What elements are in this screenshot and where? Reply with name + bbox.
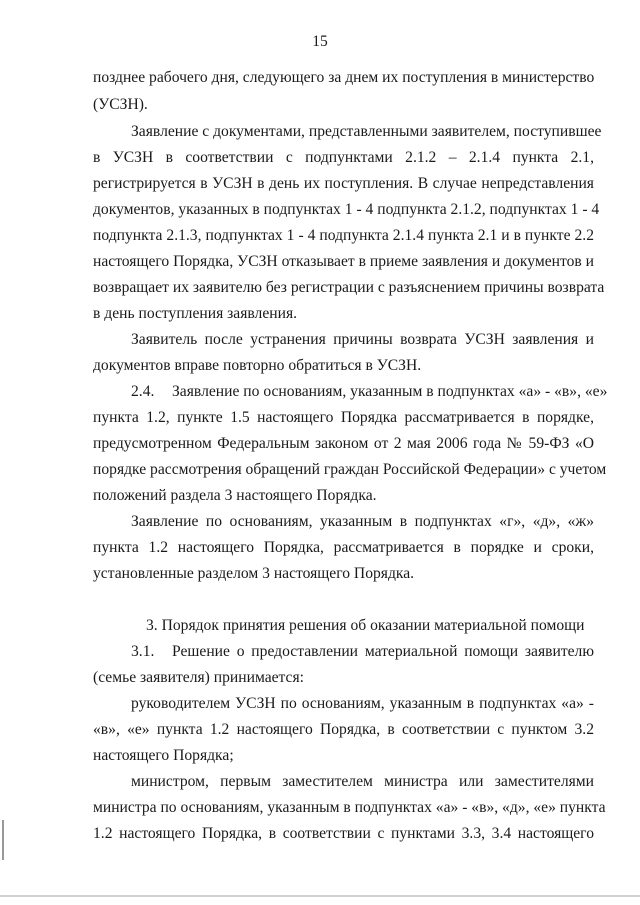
text-line: предусмотренном Федеральным законом от 2 мая 2006 года № 59-ФЗ «О	[93, 435, 594, 452]
text-line: в день поступления заявления.	[93, 305, 298, 322]
paragraph-first-line: Заявление с документами, представленными заявителем, поступившее	[131, 123, 602, 140]
text-line: настоящего Порядка, УСЗН отказывает в приеме заявления и документов и	[93, 253, 594, 270]
clause-number: 3.1.	[131, 643, 155, 660]
text-line: возвращает их заявителю без регистрации с разъяснением причины возврата	[93, 279, 605, 296]
paragraph-first-line: Заявитель после устранения причины возврата УСЗН заявления и	[131, 331, 594, 348]
paragraph-first-line: Заявление по основаниям, указанным в подпунктах «г», «д», «ж»	[131, 513, 594, 530]
text-line: положений раздела 3 настоящего Порядка.	[93, 487, 377, 504]
text-line: подпункта 2.1.3, подпунктах 1 - 4 подпункта 2.1.4 пункта 2.1 и в пункте 2.2	[93, 227, 594, 244]
text-line: порядке рассмотрения обращений граждан Российской Федерации» с учетом	[93, 461, 607, 478]
paragraph-first-line: Решение о предоставлении материальной помощи заявителю	[172, 643, 594, 660]
clause-number: 2.4.	[131, 383, 155, 400]
text-line: (УСЗН).	[93, 96, 148, 113]
text-line: позднее рабочего дня, следующего за днем их поступления в министерство	[93, 69, 595, 86]
page-number: 15	[312, 33, 328, 50]
scan-edge-mark	[2, 820, 4, 860]
text-line: (семье заявителя) принимается:	[93, 669, 304, 686]
text-line: пункта 1.2, пункте 1.5 настоящего Порядка рассматривается в порядке,	[93, 409, 594, 426]
text-line: документов вправе повторно обратиться в УСЗН.	[93, 357, 422, 374]
text-line: 1.2 настоящего Порядка, в соответствии с пунктами 3.3, 3.4 настоящего	[93, 825, 594, 842]
paragraph-first-line: министром, первым заместителем министра или заместителями	[131, 773, 594, 790]
paragraph-first-line: руководителем УСЗН по основаниям, указанным в подпунктах «а» -	[131, 695, 594, 712]
text-line: «в», «е» пункта 1.2 настоящего Порядка, в соответствии с пунктом 3.2	[93, 721, 594, 738]
section-heading: 3. Порядок принятия решения об оказании материальной помощи	[146, 617, 585, 634]
paragraph-first-line: Заявление по основаниям, указанным в подпунктах «а» - «в», «е»	[172, 383, 608, 400]
text-line: настоящего Порядка;	[93, 747, 234, 764]
scan-bottom-edge	[0, 895, 640, 897]
text-line: документов, указанных в подпунктах 1 - 4 подпункта 2.1.2, подпунктах 1 - 4	[93, 201, 600, 218]
text-line: установленные разделом 3 настоящего Порядка.	[93, 565, 415, 582]
text-line: пункта 1.2 настоящего Порядка, рассматривается в порядке и сроки,	[93, 539, 594, 556]
text-line: в УСЗН в соответствии с подпунктами 2.1.2 – 2.1.4 пункта 2.1,	[93, 149, 594, 166]
text-line: регистрируется в УСЗН в день их поступления. В случае непредставления	[93, 175, 594, 192]
text-line: министра по основаниям, указанным в подпунктах «а» - «в», «д», «е» пункта	[93, 799, 606, 816]
